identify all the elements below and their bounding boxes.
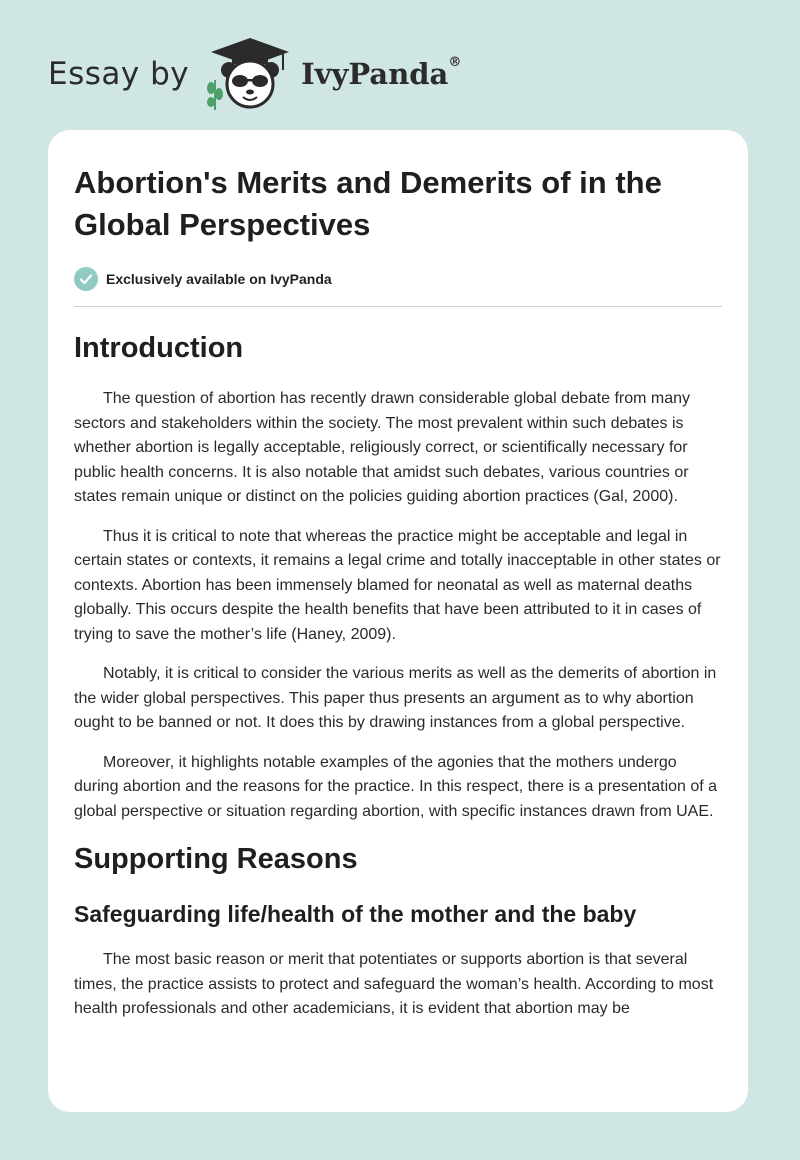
- paragraph: The question of abortion has recently drawn considerable global debate from many sectors and stakeholders within the society. The most prevalent within such debates is whether abortion is legally acceptable, religiously correct, or scientifically necessary for public health concerns. It is also notable that amidst such debates, various countries or states remain unique or distinct on the policies guiding abortion practices (Gal, 2000).: [74, 390, 691, 505]
- paragraph: Moreover, it highlights notable examples of the agonies that the mothers undergo during abortion and the reasons for the practice. In this respect, there is a presentation of a global perspective or situation regarding abortion, with specific instances drawn from UAE.: [74, 753, 718, 820]
- site-header: [48, 34, 461, 114]
- article-title: Abortion's Merits and Demerits of in the Global Perspectives: [74, 165, 662, 242]
- panda-logo-icon[interactable]: [205, 36, 295, 112]
- paragraph: Notably, it is critical to consider the various merits as well as the demerits of abortion in the wider global perspectives. This paper thus presents an argument as to why abortion ought to be banned or not. It does this by drawing instances from a global perspective.: [74, 665, 717, 731]
- exclusive-badge-text: Exclusively available on IvyPanda: [106, 271, 332, 287]
- section-heading-supporting-reasons: Supporting Reasons: [74, 843, 358, 875]
- registered-mark: ®: [448, 55, 462, 70]
- article-card: [48, 130, 748, 1112]
- title-divider: [74, 306, 722, 307]
- paragraph: The most basic reason or merit that potentiates or supports abortion is that several times, the practice assists to protect and safeguard the woman’s health. According to most health professionals and other academicians, it is evident that abortion may be: [74, 951, 714, 1017]
- exclusive-badge: [74, 266, 722, 292]
- brand-name[interactable]: IvyPanda®: [301, 55, 462, 91]
- section-heading-introduction: Introduction: [74, 332, 244, 364]
- check-icon: [74, 267, 98, 291]
- article-content: [74, 162, 722, 1022]
- essay-by-label: Essay by: [48, 56, 190, 92]
- subsection-heading: Safeguarding life/health of the mother and the baby: [74, 901, 637, 927]
- paragraph: Thus it is critical to note that whereas the practice might be acceptable and legal in certain states or contexts, it remains a legal crime and totally inacceptable in other states or contexts. Abortion has been immensely blamed for neonatal as well as maternal deaths globally. This occurs despite the health benefits that have been attributed to it in cases of trying to save the mother’s life (Haney, 2009).: [74, 527, 721, 643]
